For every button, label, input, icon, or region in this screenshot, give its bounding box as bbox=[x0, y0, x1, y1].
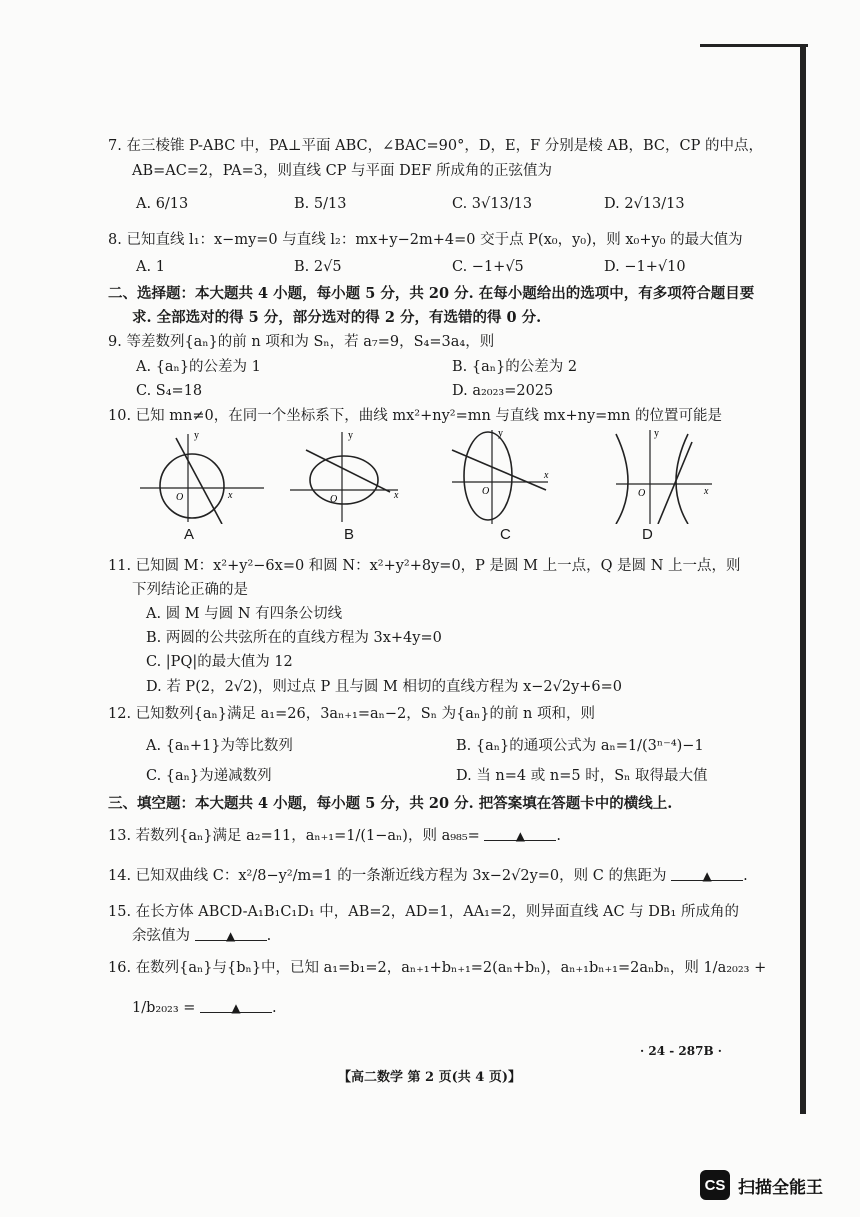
axis-x-label: x bbox=[228, 490, 233, 501]
origin-label: O bbox=[638, 488, 646, 499]
q10-diagram-b bbox=[286, 428, 416, 524]
q7-option-c: C. 3√13/13 bbox=[452, 196, 533, 212]
axis-x-label: x bbox=[704, 486, 709, 497]
q9-option-c: C. S₄=18 bbox=[136, 383, 203, 399]
q13-answer-blank[interactable] bbox=[484, 826, 556, 841]
section2-heading-line2: 求. 全部选对的得 5 分，部分选对的得 2 分，有选错的得 0 分. bbox=[132, 309, 542, 326]
q16-stem-line1: 16. 在数列{aₙ}与{bₙ}中，已知 a₁=b₁=2，aₙ₊₁+bₙ₊₁=2(aₙ+bₙ)，aₙ₊₁bₙ₊₁=2aₙbₙ，则 1/a₂₀₂₃ + bbox=[108, 960, 767, 976]
q9-option-b: B. {aₙ}的公差为 2 bbox=[452, 359, 578, 375]
q14-line: 14. 已知双曲线 C：x²/8−y²/m=1 的一条渐近线方程为 3x−2√2y=0，则 C 的焦距为 ▲ . bbox=[108, 868, 748, 884]
camscanner-logo-icon: CS bbox=[700, 1170, 730, 1200]
q10-label-c: C bbox=[500, 526, 511, 543]
q11-option-c: C. |PQ|的最大值为 12 bbox=[146, 654, 293, 670]
q8-option-b: B. 2√5 bbox=[294, 259, 342, 275]
q11-option-a: A. 圆 M 与圆 N 有四条公切线 bbox=[146, 606, 343, 622]
q15-answer-blank[interactable] bbox=[195, 926, 267, 941]
origin-label: O bbox=[176, 492, 184, 503]
axis-x-label: x bbox=[544, 470, 549, 481]
q8-stem: 8. 已知直线 l₁：x−my=0 与直线 l₂：mx+y−2m+4=0 交于点 P(x₀，y₀)，则 x₀+y₀ 的最大值为 bbox=[108, 232, 743, 248]
q12-option-b: B. {aₙ}的通项公式为 aₙ=1/(3ⁿ⁻⁴)−1 bbox=[456, 738, 704, 754]
axis-x-label: x bbox=[394, 490, 399, 501]
q8-option-c: C. −1+√5 bbox=[452, 259, 524, 275]
axis-y-label: y bbox=[194, 430, 199, 441]
q13-line: 13. 若数列{aₙ}满足 a₂=11，aₙ₊₁=1/(1−aₙ)，则 a₉₈₅= ▲ . bbox=[108, 828, 562, 844]
q10-diagram-d bbox=[596, 428, 726, 524]
q7-option-a: A. 6/13 bbox=[136, 196, 189, 212]
scanner-watermark bbox=[700, 1170, 823, 1200]
q12-option-c: C. {aₙ}为递减数列 bbox=[146, 768, 272, 784]
q11-stem-line2: 下列结论正确的是 bbox=[132, 582, 248, 598]
q10-label-d: D bbox=[642, 526, 653, 543]
q14-answer-blank[interactable] bbox=[671, 866, 743, 881]
q7-stem-line2: AB=AC=2，PA=3，则直线 CP 与平面 DEF 所成角的正弦值为 bbox=[132, 163, 553, 179]
origin-label: O bbox=[482, 486, 490, 497]
triangle-marker-icon: ▲ bbox=[702, 869, 712, 883]
q12-option-a: A. {aₙ+1}为等比数列 bbox=[146, 738, 293, 754]
q12-option-d: D. 当 n=4 或 n=5 时，Sₙ 取得最大值 bbox=[456, 768, 708, 784]
q8-option-d: D. −1+√10 bbox=[604, 259, 686, 275]
axis-y-label: y bbox=[498, 428, 503, 439]
q15-stem-line1: 15. 在长方体 ABCD-A₁B₁C₁D₁ 中，AB=2，AD=1，AA₁=2，则异面直线 AC 与 DB₁ 所成角的 bbox=[108, 904, 739, 920]
q10-stem: 10. 已知 mn≠0，在同一个坐标系下，曲线 mx²+ny²=mn 与直线 mx+ny=mn 的位置可能是 bbox=[108, 408, 722, 424]
triangle-marker-icon: ▲ bbox=[225, 929, 236, 943]
q7-option-d: D. 2√13/13 bbox=[604, 196, 685, 212]
section3-heading: 三、填空题：本大题共 4 小题，每小题 5 分，共 20 分. 把答案填在答题卡中的横线上. bbox=[108, 795, 673, 812]
origin-label: O bbox=[330, 494, 338, 505]
q10-label-b: B bbox=[344, 526, 355, 543]
q16-answer-blank[interactable] bbox=[200, 998, 272, 1013]
triangle-marker-icon: ▲ bbox=[515, 829, 526, 843]
q9-stem: 9. 等差数列{aₙ}的前 n 项和为 Sₙ，若 a₇=9，S₄=3a₄，则 bbox=[108, 334, 495, 350]
q10-diagram-c bbox=[448, 428, 578, 524]
q7-option-b: B. 5/13 bbox=[294, 196, 347, 212]
q16-stem-line2: 1/b₂₀₂₃ = bbox=[132, 1000, 196, 1016]
scanner-watermark-text: 扫描全能王 bbox=[738, 1177, 823, 1198]
triangle-marker-icon: ▲ bbox=[231, 1001, 241, 1015]
scan-edge-top bbox=[700, 44, 808, 47]
scan-edge-right bbox=[800, 44, 806, 1114]
q9-option-a: A. {aₙ}的公差为 1 bbox=[136, 359, 261, 375]
q10-label-a: A bbox=[184, 526, 195, 543]
q13-stem: 13. 若数列{aₙ}满足 a₂=11，aₙ₊₁=1/(1−aₙ)，则 a₉₈₅= bbox=[108, 828, 480, 844]
q7-stem-line1: 7. 在三棱锥 P-ABC 中，PA⊥平面 ABC，∠BAC=90°，D，E，F 分别是棱 AB，BC，CP 的中点， bbox=[108, 138, 763, 154]
axis-y-label: y bbox=[654, 428, 659, 439]
q11-option-d: D. 若 P(2，2√2)，则过点 P 且与圆 M 相切的直线方程为 x−2√2y+6=0 bbox=[146, 679, 623, 695]
q15-line2: 余弦值为 ▲ . bbox=[132, 928, 272, 944]
q12-stem: 12. 已知数列{aₙ}满足 a₁=26，3aₙ₊₁=aₙ−2，Sₙ 为{aₙ}的前 n 项和，则 bbox=[108, 706, 595, 722]
exam-code: · 24 - 287B · bbox=[640, 1044, 722, 1058]
axis-y-label: y bbox=[348, 430, 353, 441]
q15-stem-line2: 余弦值为 bbox=[132, 928, 190, 944]
q9-option-d: D. a₂₀₂₃=2025 bbox=[452, 383, 554, 399]
q8-option-a: A. 1 bbox=[136, 259, 165, 275]
q16-line2: 1/b₂₀₂₃ = ▲ . bbox=[132, 1000, 277, 1016]
q11-option-b: B. 两圆的公共弦所在的直线方程为 3x+4y=0 bbox=[146, 630, 442, 646]
q14-stem: 14. 已知双曲线 C：x²/8−y²/m=1 的一条渐近线方程为 3x−2√2y=0，则 C 的焦距为 bbox=[108, 868, 667, 884]
q10-diagram-a bbox=[136, 428, 266, 524]
section2-heading-line1: 二、选择题：本大题共 4 小题，每小题 5 分，共 20 分. 在每小题给出的选项中，有多项符合题目要 bbox=[108, 285, 755, 302]
page-label: 【高二数学 第 2 页(共 4 页)】 bbox=[338, 1070, 522, 1085]
q11-stem-line1: 11. 已知圆 M：x²+y²−6x=0 和圆 N：x²+y²+8y=0，P 是圆 M 上一点，Q 是圆 N 上一点，则 bbox=[108, 558, 741, 574]
